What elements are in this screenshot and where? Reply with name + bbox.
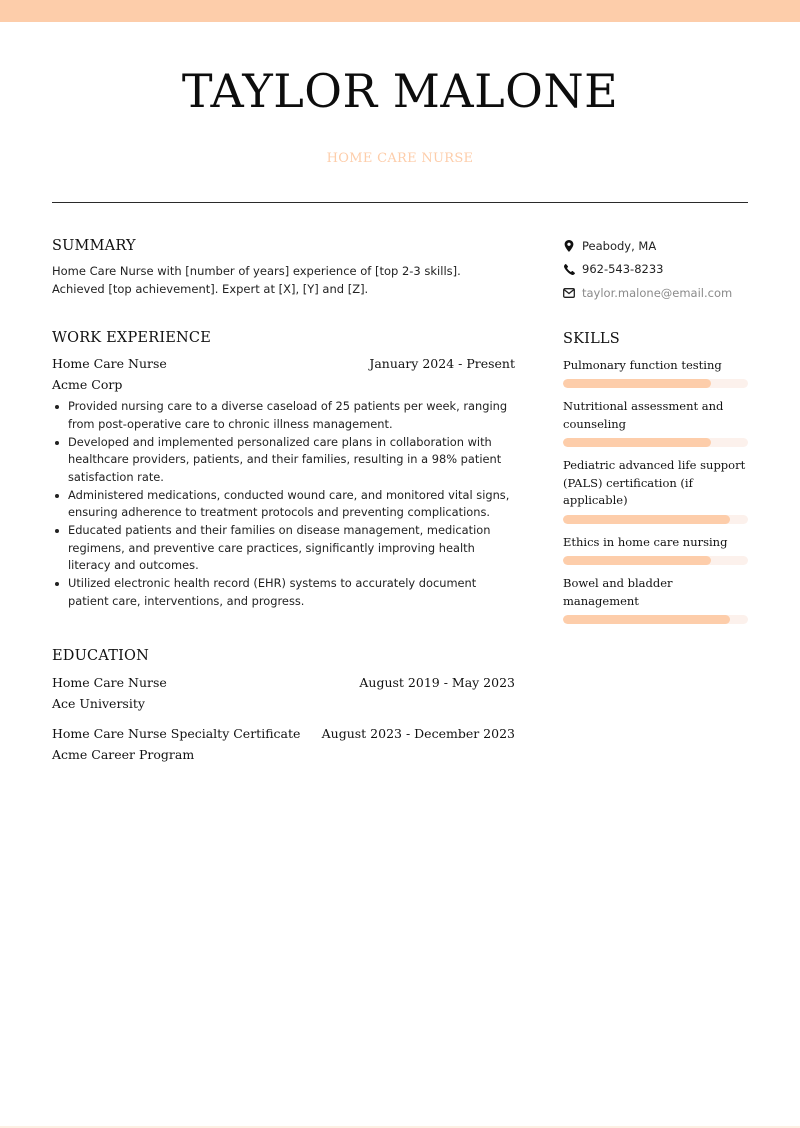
job-dates: January 2024 - Present	[369, 356, 515, 371]
skill-level-fill	[563, 438, 711, 447]
summary-section	[52, 236, 515, 298]
skill-level-fill	[563, 515, 730, 524]
skill-item	[563, 398, 748, 447]
education-dates: August 2019 - May 2023	[359, 675, 515, 690]
skill-name: Pulmonary function testing	[563, 357, 722, 372]
skill-name: Ethics in home care nursing	[563, 534, 728, 549]
skill-level-fill	[563, 379, 711, 388]
location-text: Peabody, MA	[582, 238, 657, 253]
job-bullet: Provided nursing care to a diverse caseload of 25 patients per week, ranging from post-operative care to chronic illness management.	[52, 398, 515, 433]
school-name: Acme Career Program	[52, 747, 195, 762]
email-text[interactable]: taylor.malone@email.com	[582, 285, 733, 300]
job-title: HOME CARE NURSE	[326, 151, 474, 166]
skill-level-fill	[563, 615, 730, 624]
job-entry	[52, 355, 515, 610]
contact-phone	[563, 258, 748, 282]
education-entry	[52, 674, 515, 713]
education-header	[52, 725, 515, 743]
map-pin-icon	[563, 240, 575, 252]
skill-level-bar	[563, 379, 748, 388]
phone-icon	[563, 263, 575, 275]
sidebar-column	[563, 234, 748, 624]
summary-text: Home Care Nurse with [number of years] experience of [top 2-3 skills]. Achieved [top achievement]. Expert at [X], [Y] and [Z].	[52, 264, 461, 296]
job-bullet: Administered medications, conducted wound care, and monitored vital signs, ensuring adherence to treatment protocols and preventing complications.	[52, 487, 515, 522]
school-name: Ace University	[52, 696, 145, 711]
skill-item	[563, 575, 748, 624]
skill-level-fill	[563, 556, 711, 565]
skill-level-bar	[563, 438, 748, 447]
job-header	[52, 355, 515, 373]
education-dates: August 2023 - December 2023	[321, 726, 515, 741]
education-section	[52, 646, 515, 764]
header-divider	[52, 202, 748, 203]
skill-level-bar	[563, 515, 748, 524]
education-heading: EDUCATION	[52, 648, 149, 664]
contact-email[interactable]	[563, 281, 748, 305]
summary-heading: SUMMARY	[52, 238, 136, 254]
skills-list	[563, 357, 748, 625]
skill-name: Pediatric advanced life support (PALS) certification (if applicable)	[563, 458, 746, 507]
job-bullet: Utilized electronic health record (EHR) systems to accurately document patient care, interventions, and progress.	[52, 575, 515, 610]
skill-name: Bowel and bladder management	[563, 576, 673, 608]
skills-heading: SKILLS	[563, 330, 620, 347]
work-experience-section	[52, 328, 515, 610]
work-experience-heading: WORK EXPERIENCE	[52, 330, 211, 346]
degree-name: Home Care Nurse Specialty Certificate	[52, 726, 301, 741]
phone-text: 962-543-8233	[582, 262, 664, 277]
skill-item	[563, 534, 748, 566]
contact-location	[563, 234, 748, 258]
education-entry	[52, 725, 515, 764]
job-bullet: Educated patients and their families on disease management, medication regimens, and preventive care practices, significantly improving health literacy and outcomes.	[52, 522, 515, 575]
company-name: Acme Corp	[52, 377, 123, 392]
skill-item	[563, 457, 748, 524]
skill-item	[563, 357, 748, 389]
main-column	[52, 236, 515, 764]
job-bullet: Developed and implemented personalized care plans in collaboration with healthcare providers, patients, and their families, resulting in a 98% patient satisfaction rate.	[52, 434, 515, 487]
top-accent-bar	[0, 0, 800, 22]
degree-name: Home Care Nurse	[52, 675, 167, 690]
candidate-name: TAYLOR MALONE	[181, 64, 619, 118]
job-bullets	[52, 398, 515, 610]
skill-level-bar	[563, 615, 748, 624]
education-header	[52, 674, 515, 692]
envelope-icon	[563, 287, 575, 299]
skill-level-bar	[563, 556, 748, 565]
contact-list	[563, 234, 748, 305]
skill-name: Nutritional assessment and counseling	[563, 399, 724, 431]
job-title-text: Home Care Nurse	[52, 356, 167, 371]
